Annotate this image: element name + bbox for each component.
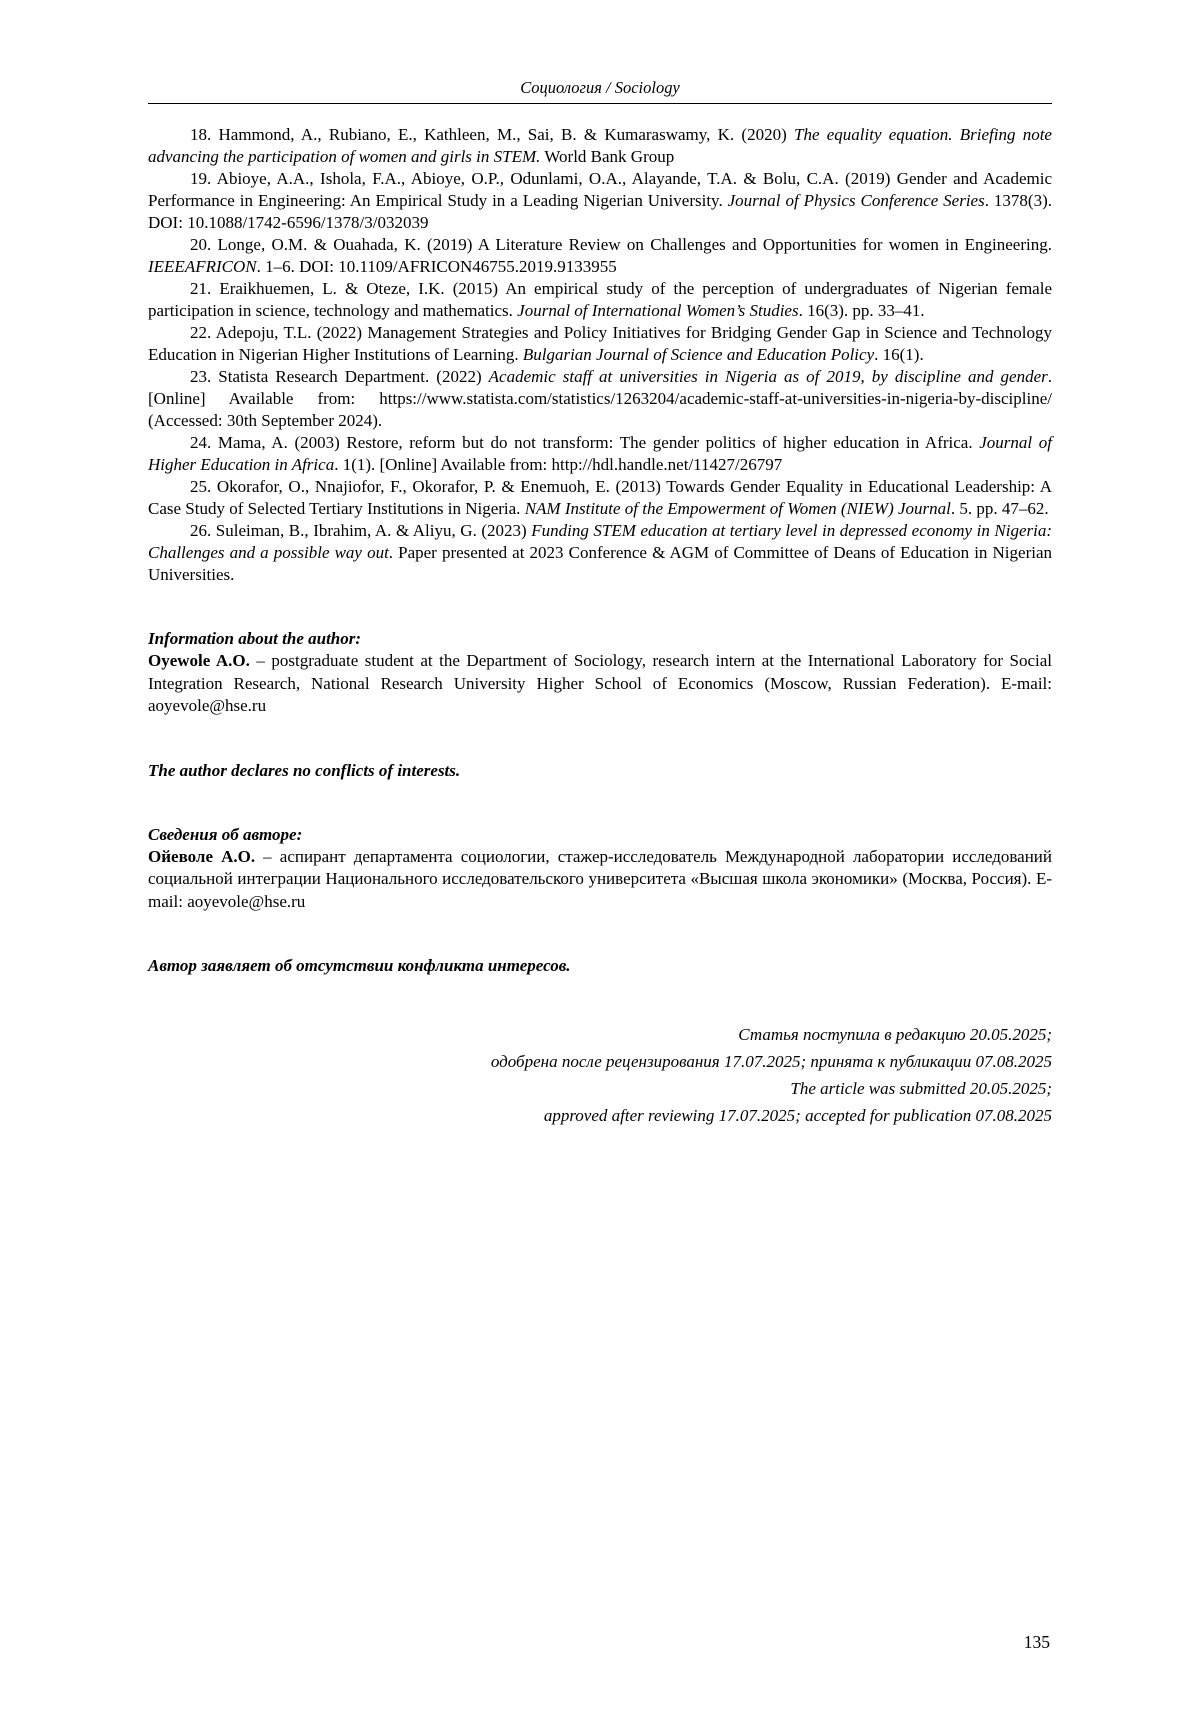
- author-bio-en: [148, 650, 1052, 718]
- reference-text: 19. Abioye, A.A., Ishola, F.A., Abioye, O.P., Odunlami, O.A., Alayande, T.A. & Bolu, C.A. (2019) Gender and Academic Performance in Engineering: An Empirical Study in a Leading Nigerian University.: [148, 169, 1052, 210]
- submission-date-line-ru-1: Статья поступила в редакцию 20.05.2025;: [738, 1025, 1052, 1044]
- conflicts-statement-en: The author declares no conflicts of interests.: [148, 760, 461, 780]
- author-info-en-section: [148, 628, 1052, 782]
- reference-source-title: Bulgarian Journal of Science and Education Policy: [522, 345, 875, 364]
- reference-text: 18. Hammond, A., Rubiano, E., Kathleen, M., Sai, B. & Kumaraswamy, K. (2020): [190, 125, 794, 144]
- conflicts-statement-ru: Автор заявляет об отсутствии конфликта интересов.: [148, 956, 571, 975]
- submission-date-line-ru-2: одобрена после рецензирования 17.07.2025; принята к публикации 07.08.2025: [490, 1052, 1052, 1071]
- reference-item-21: [148, 278, 1052, 322]
- reference-text: . 1(1). [Online] Available from: http://hdl.handle.net/11427/26797: [334, 455, 783, 474]
- page-number: 135: [1023, 1632, 1050, 1652]
- reference-text: . [Online] Available from: https://www.statista.com/statistics/1263204/academic-staff-at-universities-in-nigeria-by-discipline/ (Accessed: 30th September 2024).: [148, 367, 1052, 430]
- reference-text: . 1–6. DOI: 10.1109/AFRICON46755.2019.9133955: [256, 257, 617, 276]
- reference-text: 22. Adepoju, T.L. (2022) Management Strategies and Policy Initiatives for Bridging Gender Gap in Science and Technology Education in Nigerian Higher Institutions of Learning.: [148, 323, 1052, 364]
- reference-text: 20. Longe, O.M. & Ouahada, K. (2019) A Literature Review on Challenges and Opportunities for women in Engineering.: [190, 235, 1052, 254]
- reference-text: . 16(1).: [874, 345, 924, 364]
- reference-item-20: [148, 234, 1052, 278]
- reference-source-title: Journal of International Women’s Studies: [517, 301, 799, 320]
- reference-item-23: [148, 366, 1052, 432]
- author-info-heading-ru: Сведения об авторе:: [148, 824, 303, 844]
- reference-item-22: [148, 322, 1052, 366]
- author-bio-text-ru: – аспирант департамента социологии, стажер-исследователь Международной лаборатории исследований социальной интеграции Национального исследовательского университета «Высшая школа экономики» (Москва, Россия). E-mail: aoyevole@hse.ru: [148, 846, 1053, 911]
- reference-source-title: Journal of Higher Education in Africa: [148, 433, 1052, 474]
- author-name-ru: Ойеволе А.О.: [148, 846, 256, 866]
- reference-text: 26. Suleiman, B., Ibrahim, A. & Aliyu, G. (2023): [190, 521, 532, 540]
- reference-item-19: [148, 168, 1052, 234]
- running-head: Социология / Sociology: [520, 78, 680, 97]
- reference-item-18: [148, 124, 1052, 168]
- reference-text: 21. Eraikhuemen, L. & Oteze, I.K. (2015) An empirical study of the perception of undergraduates of Nigerian female participation in science, technology and mathematics.: [148, 279, 1052, 320]
- author-bio-ru: [148, 846, 1052, 914]
- author-bio-text-en: – postgraduate student at the Department of Sociology, research intern at the International Laboratory for Social Integration Research, National Research University Higher School of Economics (Moscow, Russian Federation). E-mail: aoyevole@hse.ru: [148, 651, 1052, 715]
- reference-text: 24. Mama, A. (2003) Restore, reform but do not transform: The gender politics of higher education in Africa.: [190, 433, 980, 452]
- reference-item-26: [148, 520, 1052, 586]
- references-section: [148, 124, 1052, 586]
- submission-date-line-en-2: approved after reviewing 17.07.2025; accepted for publication 07.08.2025: [543, 1106, 1052, 1125]
- reference-source-title: IEEEAFRICON: [148, 257, 257, 276]
- reference-source-title: Funding STEM education at tertiary level in depressed economy in Nigeria: Challenges and a possible way out: [148, 521, 1052, 562]
- reference-source-title: Journal of Physics Conference Series: [727, 191, 985, 210]
- submission-dates-block: [148, 1021, 1052, 1129]
- header-rule: [148, 103, 1052, 104]
- reference-text: World Bank Group: [540, 147, 675, 166]
- reference-text: . 5. pp. 47–62.: [950, 499, 1049, 518]
- reference-text: . 1378(3). DOI: 10.1088/1742-6596/1378/3/032039: [148, 191, 1052, 232]
- page-header: [148, 78, 1052, 104]
- reference-item-24: [148, 432, 1052, 476]
- reference-source-title: The equality equation. Briefing note advancing the participation of women and girls in STEM.: [148, 125, 1052, 166]
- reference-item-25: [148, 476, 1052, 520]
- author-info-heading-en: Information about the author:: [148, 629, 362, 648]
- submission-date-line-en-1: The article was submitted 20.05.2025;: [790, 1079, 1052, 1098]
- reference-text: . 16(3). pp. 33–41.: [798, 301, 925, 320]
- reference-source-title: NAM Institute of the Empowerment of Women (NIEW) Journal: [524, 499, 951, 518]
- reference-text: 25. Okorafor, O., Nnajiofor, F., Okorafor, P. & Enemuoh, E. (2013) Towards Gender Equality in Educational Leadership: A Case Study of Selected Tertiary Institutions in Nigeria.: [148, 477, 1052, 518]
- author-name-en: Oyewole A.O.: [148, 651, 250, 670]
- author-info-ru-section: [148, 824, 1052, 978]
- reference-text: . Paper presented at 2023 Conference & AGM of Committee of Deans of Education in Nigerian Universities.: [148, 543, 1052, 584]
- reference-source-title: Academic staff at universities in Nigeria as of 2019, by discipline and gender: [488, 367, 1048, 386]
- reference-text: 23. Statista Research Department. (2022): [190, 367, 489, 386]
